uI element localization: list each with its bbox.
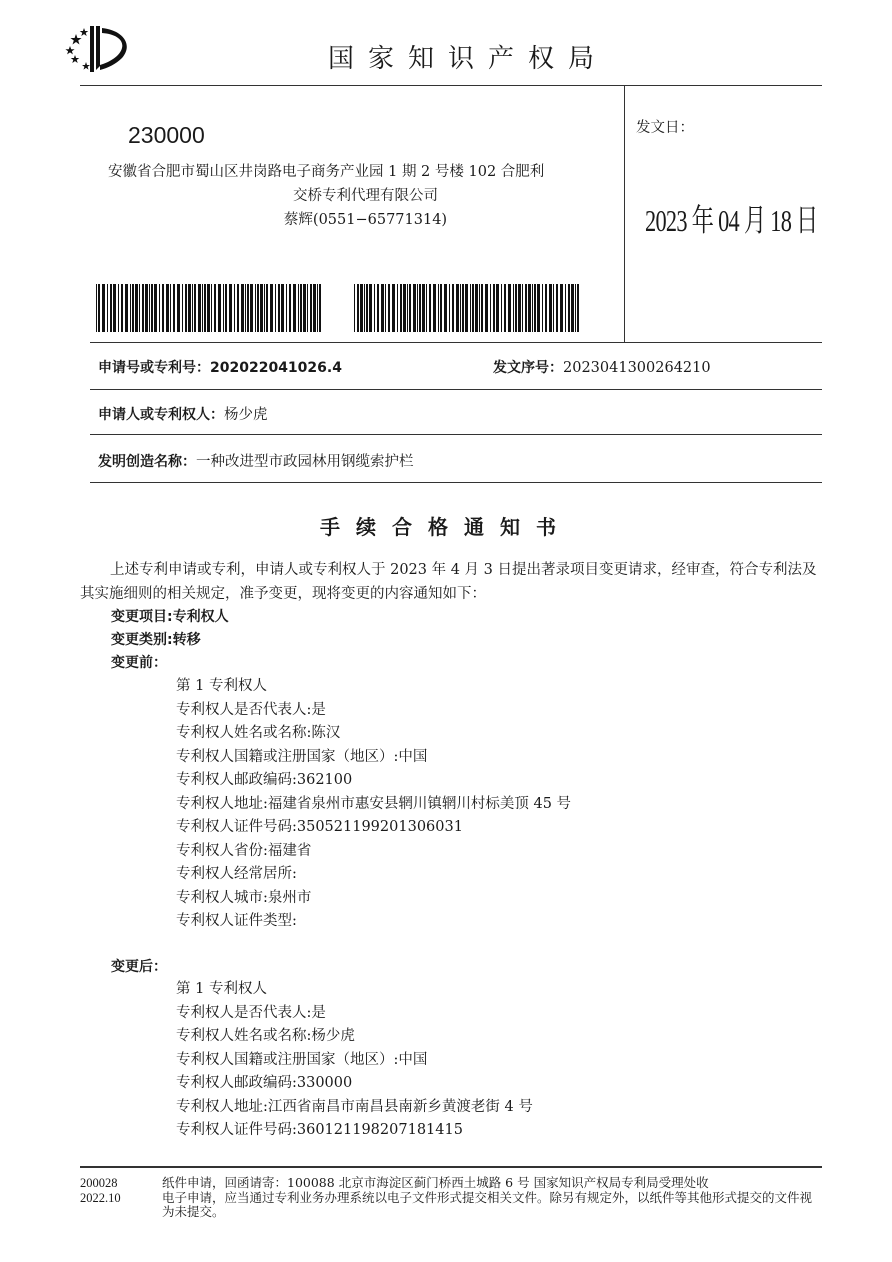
barcode-bar xyxy=(225,284,227,332)
barcode-bar xyxy=(162,284,164,332)
barcode-bar xyxy=(234,284,235,332)
barcode-bar xyxy=(403,284,406,332)
barcode-bar xyxy=(250,284,253,332)
recipient-contact: 蔡辉(0551−65771314) xyxy=(283,212,448,228)
barcode-bar xyxy=(438,284,439,332)
change-item: 变更项目:专利权人 xyxy=(111,609,229,625)
barcode-bar xyxy=(377,284,379,332)
barcode-bar xyxy=(493,284,495,332)
barcode-bar xyxy=(388,284,390,332)
application-number-value: 202022041026.4 xyxy=(210,360,342,376)
barcode-bar xyxy=(303,284,306,332)
barcode-bar xyxy=(182,284,183,332)
barcode-bar xyxy=(545,284,547,332)
barcode-bar xyxy=(518,284,521,332)
barcode-bar xyxy=(98,284,100,332)
barcode-bar xyxy=(400,284,402,332)
barcode-bar xyxy=(490,284,491,332)
barcode-bar xyxy=(255,284,256,332)
application-number-field xyxy=(98,357,342,377)
barcode-bar xyxy=(188,284,191,332)
barcode-bar xyxy=(241,284,244,332)
barcode-bar xyxy=(571,284,574,332)
barcode-bar xyxy=(357,284,359,332)
barcode-bar xyxy=(110,284,112,332)
barcode-bar xyxy=(413,284,416,332)
barcode-bar xyxy=(452,284,454,332)
detail-line: 专利权人省份:福建省 xyxy=(176,842,312,859)
barcode-bar xyxy=(354,284,355,332)
barcode-bar xyxy=(118,284,119,332)
barcode-bar xyxy=(286,284,287,332)
detail-line: 专利权人国籍或注册国家（地区）:中国 xyxy=(176,748,428,765)
serial-number-value: 2023041300264210 xyxy=(563,360,711,376)
before-details xyxy=(176,675,571,934)
fields-divider-2 xyxy=(90,434,822,435)
barcode-bar xyxy=(534,284,536,332)
detail-line: 专利权人证件号码:360121198207181415 xyxy=(176,1122,463,1138)
cnipa-emblem-icon xyxy=(64,22,134,74)
barcode-bar xyxy=(96,284,97,332)
invention-title-value: 一种改进型市政园林用钢缆索护栏 xyxy=(196,454,414,470)
barcode-bar xyxy=(237,284,239,332)
footer-notes xyxy=(162,1176,824,1220)
barcode-bar xyxy=(125,284,128,332)
after-label: 变更后： xyxy=(111,959,167,975)
header-divider xyxy=(80,85,822,86)
recipient-postcode: 230000 xyxy=(128,122,205,148)
fields-bottom-divider xyxy=(90,482,822,483)
form-version: 2022.10 xyxy=(80,1190,121,1205)
barcode-bar xyxy=(528,284,531,332)
detail-line: 第 1 专利权人 xyxy=(176,678,267,694)
barcode-bar xyxy=(151,284,153,332)
barcode-bar xyxy=(192,284,193,332)
invention-title-label: 发明创造名称： xyxy=(98,454,196,470)
detail-line: 专利权人邮政编码:330000 xyxy=(176,1075,353,1091)
barcode-bar xyxy=(207,284,210,332)
barcode-bar xyxy=(159,284,160,332)
barcode-bar xyxy=(310,284,312,332)
barcode-bar xyxy=(565,284,566,332)
invention-title-field xyxy=(98,450,414,471)
barcode-bar xyxy=(460,284,461,332)
barcode-bar xyxy=(198,284,201,332)
footer-electronic-submission: 电子申请，应当通过专利业务办理系统以电子文件形式提交相关文件。除另有规定外，以纸件等其他形式提交的文件视为未提交。 xyxy=(162,1189,813,1219)
applicant-field xyxy=(98,403,268,424)
barcode-bar xyxy=(568,284,570,332)
footer-divider xyxy=(80,1166,822,1168)
barcode-bar xyxy=(575,284,576,332)
barcode-bar xyxy=(289,284,291,332)
detail-line: 专利权人地址:江西省南昌市南昌县南新乡黄渡老街 4 号 xyxy=(176,1098,533,1115)
barcode-bar xyxy=(556,284,558,332)
applicant-label: 申请人或专利权人： xyxy=(98,407,224,423)
barcode-bar xyxy=(211,284,212,332)
application-number-label: 申请号或专利号： xyxy=(98,360,210,376)
barcode-bar xyxy=(532,284,533,332)
serial-number-label: 发文序号： xyxy=(493,360,563,376)
barcode-bar xyxy=(462,284,464,332)
detail-line: 专利权人证件类型: xyxy=(176,913,297,929)
barcode-bar xyxy=(385,284,386,332)
barcode-bar xyxy=(560,284,563,332)
barcode-bar xyxy=(300,284,302,332)
date-box-divider xyxy=(624,86,625,342)
barcode-bar xyxy=(149,284,150,332)
barcode-bar xyxy=(204,284,206,332)
barcode-bar xyxy=(485,284,488,332)
barcode-bar xyxy=(218,284,221,332)
barcode-bar xyxy=(307,284,308,332)
barcode-bar xyxy=(504,284,506,332)
barcode-bar xyxy=(275,284,276,332)
barcode-bar xyxy=(465,284,468,332)
barcode-bar xyxy=(508,284,511,332)
barcode-bar xyxy=(107,284,108,332)
barcode-bar xyxy=(549,284,552,332)
barcode-bar xyxy=(479,284,480,332)
detail-line: 专利权人是否代表人:是 xyxy=(176,1004,326,1021)
barcode-bar xyxy=(364,284,365,332)
serial-number-field xyxy=(493,357,711,377)
issuing-office-name: 国家知识产权局 xyxy=(328,44,609,74)
applicant-value: 杨少虎 xyxy=(224,407,268,423)
form-number: 200028 xyxy=(80,1176,118,1190)
barcode-bar xyxy=(472,284,474,332)
barcode-bar xyxy=(360,284,363,332)
barcode-bar xyxy=(121,284,123,332)
form-code xyxy=(80,1176,121,1205)
detail-line: 专利权人地址:福建省泉州市惠安县辋川镇辋川村标美顶 45 号 xyxy=(176,795,572,812)
barcode-bar xyxy=(270,284,273,332)
barcode-bar xyxy=(194,284,196,332)
detail-line: 专利权人是否代表人:是 xyxy=(176,701,326,718)
barcode-bar xyxy=(369,284,372,332)
barcode-bar xyxy=(257,284,259,332)
barcode-bar xyxy=(392,284,395,332)
detail-line: 专利权人邮政编码:362100 xyxy=(176,772,353,788)
barcode-bar xyxy=(515,284,517,332)
barcode-bar xyxy=(293,284,296,332)
detail-line: 专利权人证件号码:350521199201306031 xyxy=(176,819,463,835)
notice-title: 手续合格通知书 xyxy=(320,515,572,539)
barcode-bar xyxy=(202,284,203,332)
barcode-bar xyxy=(409,284,411,332)
barcode-bar xyxy=(170,284,171,332)
barcode-bar xyxy=(281,284,284,332)
barcode-bar xyxy=(433,284,436,332)
barcode-right xyxy=(354,284,581,332)
after-details xyxy=(176,978,533,1143)
barcode-bar xyxy=(298,284,299,332)
barcode-bar xyxy=(475,284,478,332)
barcode-bar xyxy=(319,284,321,332)
barcode-left xyxy=(96,284,322,332)
recipient-address-line1: 安徽省合肥市蜀山区井岗路电子商务产业园 1 期 2 号楼 102 合肥利 xyxy=(108,164,545,180)
barcode-bar xyxy=(525,284,527,332)
barcode-bar xyxy=(229,284,232,332)
issue-date-label: 发文日： xyxy=(636,120,694,136)
barcode-bar xyxy=(470,284,471,332)
detail-line: 专利权人姓名或名称:杨少虎 xyxy=(176,1028,355,1044)
barcode-bar xyxy=(135,284,138,332)
barcode-bar xyxy=(417,284,418,332)
barcode-bar xyxy=(245,284,246,332)
fields-top-divider xyxy=(90,342,822,343)
barcode-bar xyxy=(260,284,263,332)
barcode-bar xyxy=(553,284,554,332)
barcode-bar xyxy=(419,284,421,332)
barcode-bar xyxy=(407,284,408,332)
detail-line: 专利权人城市:泉州市 xyxy=(176,889,312,906)
barcode-bar xyxy=(130,284,131,332)
barcode-bar xyxy=(264,284,265,332)
barcode-bar xyxy=(113,284,116,332)
barcode-bar xyxy=(102,284,105,332)
barcode-bar xyxy=(313,284,316,332)
barcode-bar xyxy=(381,284,384,332)
barcode-bar xyxy=(374,284,375,332)
barcode-bar xyxy=(422,284,425,332)
barcode-bar xyxy=(449,284,450,332)
barcode-bar xyxy=(173,284,175,332)
detail-line: 第 1 专利权人 xyxy=(176,981,267,997)
issue-date: 2023 年 04 月 18 日 xyxy=(645,203,818,238)
barcode-bar xyxy=(577,284,579,332)
barcode-bar xyxy=(501,284,502,332)
detail-line: 专利权人国籍或注册国家（地区）:中国 xyxy=(176,1051,428,1068)
barcode-bar xyxy=(139,284,140,332)
barcode-bar xyxy=(166,284,169,332)
barcode-bar xyxy=(397,284,398,332)
barcode-bar xyxy=(542,284,543,332)
barcode-bar xyxy=(266,284,268,332)
barcode-bar xyxy=(185,284,187,332)
recipient-address-line2: 交桥专利代理有限公司 xyxy=(293,188,438,204)
barcode-bar xyxy=(142,284,144,332)
barcode-bar xyxy=(177,284,180,332)
barcode-bar xyxy=(154,284,157,332)
barcode-bar xyxy=(366,284,368,332)
barcode-bar xyxy=(278,284,280,332)
barcode-bar xyxy=(456,284,459,332)
fields-divider-1 xyxy=(90,389,822,390)
barcode-bar xyxy=(132,284,134,332)
notice-intro: 上述专利申请或专利，申请人或专利权人于 2023 年 4 月 3 日提出著录项目变更请求，经审查，符合专利法及其实施细则的相关规定，准予变更，现将变更的内容通知如下： xyxy=(80,562,817,602)
barcode-bar xyxy=(522,284,523,332)
barcode-bar xyxy=(440,284,442,332)
barcode-bar xyxy=(247,284,249,332)
barcode-bar xyxy=(317,284,318,332)
barcode-bar xyxy=(537,284,540,332)
barcode-bar xyxy=(214,284,216,332)
barcode-bar xyxy=(496,284,499,332)
detail-line: 专利权人姓名或名称:陈汉 xyxy=(176,725,341,741)
detail-line: 专利权人经常居所: xyxy=(176,866,297,882)
barcode-bar xyxy=(513,284,514,332)
change-type: 变更类别:转移 xyxy=(111,632,201,648)
barcode-bar xyxy=(429,284,431,332)
barcode-bar xyxy=(444,284,447,332)
before-label: 变更前： xyxy=(111,655,167,671)
barcode-bar xyxy=(145,284,148,332)
barcode-bar xyxy=(223,284,224,332)
footer-paper-submission: 纸件申请，回函请寄：100088 北京市海淀区蓟门桥西土城路 6 号 国家知识产权局专利局受理处收 xyxy=(162,1175,709,1190)
barcode-bar xyxy=(426,284,427,332)
barcode-bar xyxy=(481,284,483,332)
